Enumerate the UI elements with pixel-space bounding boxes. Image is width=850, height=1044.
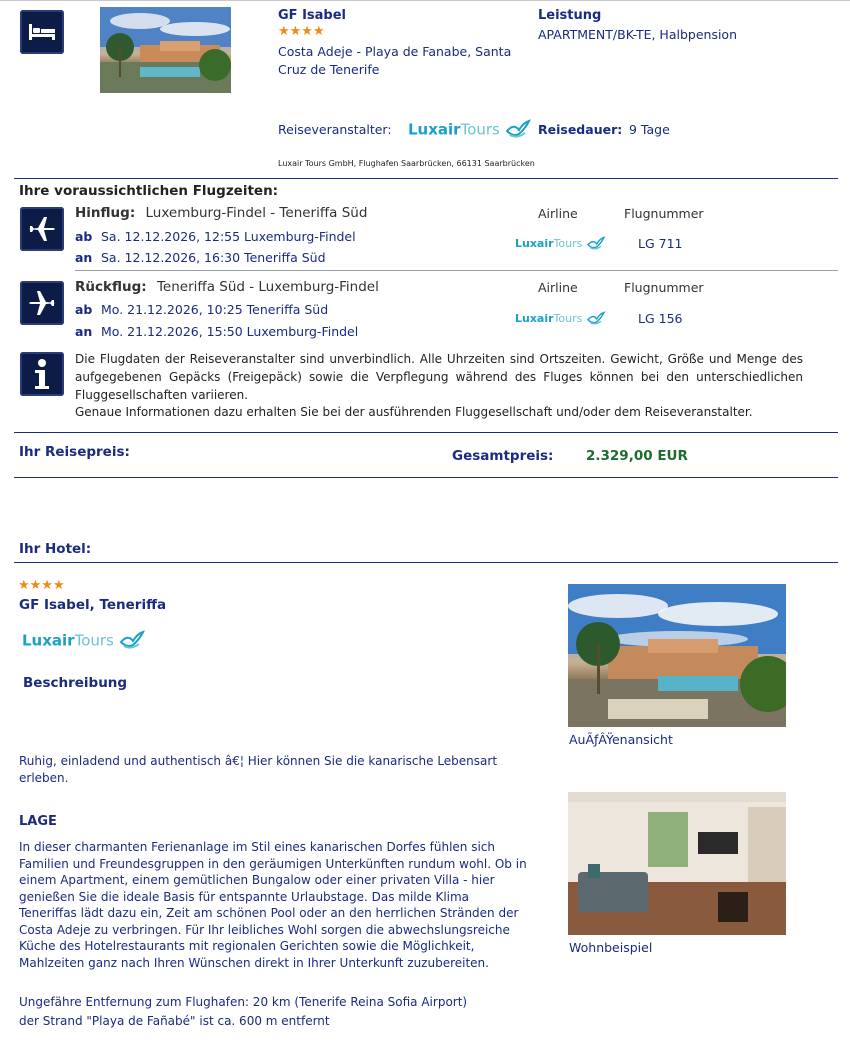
- divider-flights: [14, 178, 838, 179]
- hotel-location: Costa Adeje - Playa de Fanabe, Santa Cruz de Tenerife: [278, 44, 512, 77]
- duration-value: 9 Tage: [629, 122, 670, 137]
- bird-icon: [505, 119, 531, 141]
- hotel-operator-logo: [22, 630, 145, 652]
- return-arr-label: an: [75, 324, 93, 339]
- return-title: Rückflug:: [75, 279, 147, 295]
- beach-distance: der Strand "Playa de Fañabé" ist ca. 600 m entfernt: [19, 1014, 330, 1028]
- airline-logo-return: [515, 311, 606, 327]
- service-label: Leistung: [538, 8, 602, 23]
- price-section-title: Ihr Reisepreis:: [19, 444, 130, 460]
- airline-header-outbound: Airline: [538, 206, 578, 221]
- outbound-arr-label: an: [75, 250, 93, 265]
- outbound-dep-label: ab: [75, 229, 93, 244]
- room-photo-caption[interactable]: Wohnbeispiel: [569, 940, 653, 955]
- outbound-header: [75, 205, 367, 221]
- service-value: APARTMENT/BK-TE, Halbpension: [538, 27, 738, 42]
- hotel-stars: ★★★★: [278, 24, 325, 39]
- exterior-photo[interactable]: [568, 584, 786, 727]
- lage-text: In dieser charmanten Ferienanlage im Stil eines kanarischen Dorfes fühlen sich Familien und Freundesgruppen in den geräumigen Unterkünften rundum wohl. Ob in einem Apartment, einem gemütlichen Bungalow oder einer privaten Villa - hier genießen Sie die ideale Basis für entspannte Urlaubstage. Das milde Klima Teneriffas lädt dazu ein, Zeit am schönen Pool oder an den herrlichen Stränden der Costa Adeje zu verbringen. Für Ihr leibliches Wohl sorgen die abwechslungsreiche Küche des Hotelrestaurants mit regionalen Gerichten sowie die Möglichkeit, Mahlzeiten ganz nach Ihren Wünschen direkt in Ihrer Unterkunft zuzubereiten.: [19, 840, 527, 970]
- top-border: [0, 0, 850, 1]
- plane-outbound-icon: [20, 207, 64, 251]
- return-dep-value: Mo. 21.12.2026, 10:25 Teneriffa Süd: [101, 302, 329, 317]
- hotel-intro: Ruhig, einladend und authentisch â€¦ Hier können Sie die kanarische Lebensart erleben.: [19, 754, 498, 785]
- total-price-label: Gesamtpreis:: [452, 448, 554, 464]
- flights-section-title: Ihre voraussichtlichen Flugzeiten:: [19, 183, 279, 199]
- room-photo[interactable]: [568, 792, 786, 935]
- divider-flight-rows: [75, 270, 838, 271]
- airline-logo-outbound-tours: Tours: [553, 237, 583, 250]
- divider-price: [14, 432, 838, 433]
- exterior-photo-caption[interactable]: AuÃƒÂŸenansicht: [569, 732, 673, 747]
- divider-after-price: [14, 477, 838, 478]
- airport-distance: Ungefähre Entfernung zum Flughafen: 20 km (Tenerife Reina Sofia Airport): [19, 995, 468, 1009]
- outbound-arr-value: Sa. 12.12.2026, 16:30 Teneriffa Süd: [101, 250, 326, 265]
- outbound-route: Luxemburg-Findel - Teneriffa Süd: [145, 205, 368, 221]
- hotel-detail-name: GF Isabel, Teneriffa: [19, 597, 167, 613]
- bird-icon: [119, 630, 145, 652]
- bird-icon: [586, 236, 606, 252]
- operator-address: Luxair Tours GmbH, Flughafen Saarbrücken, 66131 Saarbrücken: [278, 159, 535, 168]
- bed-icon: [20, 10, 64, 54]
- hotel-name[interactable]: GF Isabel: [278, 8, 347, 23]
- bird-icon: [586, 311, 606, 327]
- logo-lux: Luxair: [408, 120, 461, 139]
- airline-logo-outbound-lux: Luxair: [515, 237, 554, 250]
- duration-label: Reisedauer:: [538, 122, 623, 137]
- info-text-1: Die Flugdaten der Reiseveranstalter sind unverbindlich. Alle Uhrzeiten sind Ortszeiten. Gewicht, Größe und Menge des aufgegebenen Gepäcks (Freigepäck) sowie die Verpflegung während des Fluges können bei den unterschiedlichen Fluggesellschaften variieren.: [75, 352, 803, 402]
- plane-return-icon: [20, 281, 64, 325]
- outbound-flight-number: LG 711: [638, 236, 683, 251]
- return-arr-value: Mo. 21.12.2026, 15:50 Luxemburg-Findel: [101, 324, 359, 339]
- hotel-logo-tours: Tours: [74, 631, 114, 650]
- info-text-2: Genaue Informationen dazu erhalten Sie bei der ausführenden Fluggesellschaft und/oder dem Reiseveranstalter.: [75, 405, 753, 419]
- airline-logo-outbound: [515, 236, 606, 252]
- info-icon: [20, 352, 64, 396]
- return-flight-number: LG 156: [638, 311, 683, 326]
- hotel-thumbnail[interactable]: [100, 7, 231, 93]
- return-header: [75, 279, 379, 295]
- hotel-logo-lux: Luxair: [22, 631, 75, 650]
- hotel-detail-stars: ★★★★: [18, 578, 65, 593]
- airline-logo-return-tours: Tours: [553, 312, 583, 325]
- outbound-dep-value: Sa. 12.12.2026, 12:55 Luxemburg-Findel: [101, 229, 356, 244]
- airline-logo-return-lux: Luxair: [515, 312, 554, 325]
- operator-logo: [408, 119, 531, 141]
- logo-tours: Tours: [460, 120, 500, 139]
- flightno-header-return: Flugnummer: [624, 280, 704, 295]
- description-title: Beschreibung: [23, 675, 128, 691]
- return-route: Teneriffa Süd - Luxemburg-Findel: [156, 279, 379, 295]
- lage-title: LAGE: [19, 814, 57, 829]
- total-price-value: 2.329,00 EUR: [586, 448, 688, 464]
- return-dep-label: ab: [75, 302, 93, 317]
- airline-header-return: Airline: [538, 280, 578, 295]
- outbound-title: Hinflug:: [75, 205, 136, 221]
- hotel-section-title: Ihr Hotel:: [19, 541, 92, 557]
- operator-label: Reiseveranstalter:: [278, 122, 392, 137]
- divider-hotel: [14, 562, 838, 563]
- flightno-header-outbound: Flugnummer: [624, 206, 704, 221]
